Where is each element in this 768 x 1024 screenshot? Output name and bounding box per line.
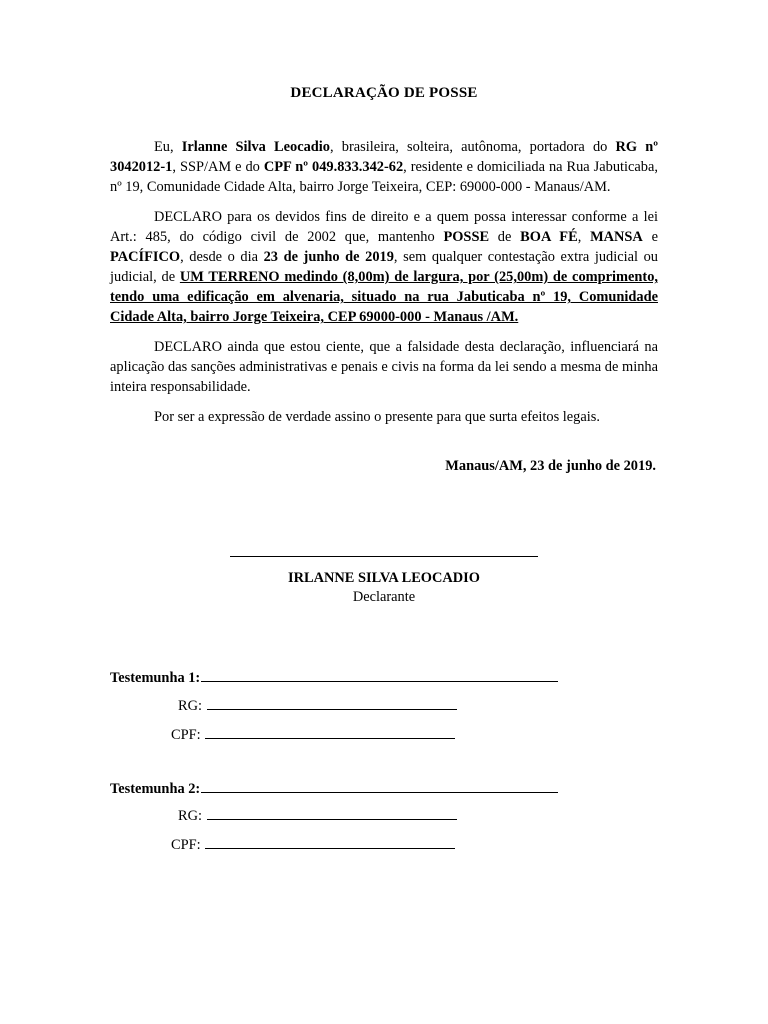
witness-2-rg-row xyxy=(178,808,457,825)
paragraph-identification xyxy=(110,137,658,197)
witness-1-line xyxy=(201,680,558,682)
signature-line xyxy=(230,556,538,557)
witness-1-row xyxy=(110,670,558,687)
cpf-number: CPF nº 049.833.342-62 xyxy=(263,159,404,175)
witness-2-line xyxy=(201,791,558,793)
text: DECLARO para os devidos fins de direito e a quem possa interessar conforme a lei Art.: 485, do código civil de 2002 que, mantenho xyxy=(110,209,658,245)
witness-1-rg-label: RG: xyxy=(178,698,202,714)
declarant-name: Irlanne Silva Leocadio xyxy=(181,139,330,155)
document-title: DECLARAÇÃO DE POSSE xyxy=(290,85,478,101)
property-description: UM TERRENO medindo (8,00m) de largura, por (25,00m) de comprimento, tendo uma edificação em alvenaria, situado na rua Jabuticaba nº 19, Comunidade Cidade Alta, bairro Jorge Teixeira, CEP 69000-000 - Manaus /AM. xyxy=(110,269,658,325)
signatory-role: Declarante xyxy=(352,589,416,605)
posse-term: POSSE xyxy=(443,229,490,245)
witness-1-cpf-line xyxy=(205,737,455,739)
witness-1-rg-line xyxy=(207,708,457,710)
paragraph-awareness: DECLARO ainda que estou ciente, que a falsidade desta declaração, influenciará na aplicação das sanções administrativas e penais e civis na forma da lei sendo a mesma de minha inteira responsabilidade. xyxy=(110,339,658,395)
document-body xyxy=(110,137,658,437)
text: , brasileira, solteira, autônoma, portadora do xyxy=(330,139,616,155)
witness-1-cpf-label: CPF: xyxy=(171,727,201,743)
witness-2-cpf-row xyxy=(171,837,455,854)
witness-1-cpf-row xyxy=(171,727,455,744)
pacifico-term: PACÍFICO xyxy=(110,249,181,265)
witness-2-label: Testemunha 2: xyxy=(110,781,201,797)
boa-fe-term: BOA FÉ xyxy=(520,229,578,245)
text: , desde o dia xyxy=(180,249,264,265)
rg-number: RG nº 3042012-1 xyxy=(110,139,659,175)
text: , xyxy=(577,229,591,245)
text: , sem qualquer contestação extra judicial ou judicial, de xyxy=(110,249,658,285)
witness-2-row xyxy=(110,781,558,798)
witness-2-cpf-label: CPF: xyxy=(171,837,201,853)
text: , residente e domiciliada na Rua Jabuticaba, nº 19, Comunidade Cidade Alta, bairro Jorge Teixeira, CEP: 69000-000 - Manaus/AM. xyxy=(110,159,658,195)
witness-1-rg-row xyxy=(178,698,457,715)
paragraph-declaration xyxy=(110,207,658,327)
witness-2-rg-label: RG: xyxy=(178,808,202,824)
text: Eu, xyxy=(154,139,182,155)
place-date: Manaus/AM, 23 de junho de 2019. xyxy=(445,458,656,474)
mansa-term: MANSA xyxy=(590,229,643,245)
witness-2-rg-line xyxy=(207,818,457,820)
witness-2-cpf-line xyxy=(205,847,455,849)
text: de xyxy=(489,229,521,245)
witness-1-label: Testemunha 1: xyxy=(110,670,201,686)
possession-date: 23 de junho de 2019 xyxy=(263,249,394,265)
text: , SSP/AM e do xyxy=(172,159,264,175)
signatory-name: IRLANNE SILVA LEOCADIO xyxy=(288,570,480,586)
text: e xyxy=(642,229,658,245)
paragraph-closing: Por ser a expressão de verdade assino o presente para que surta efeitos legais. xyxy=(154,409,600,425)
